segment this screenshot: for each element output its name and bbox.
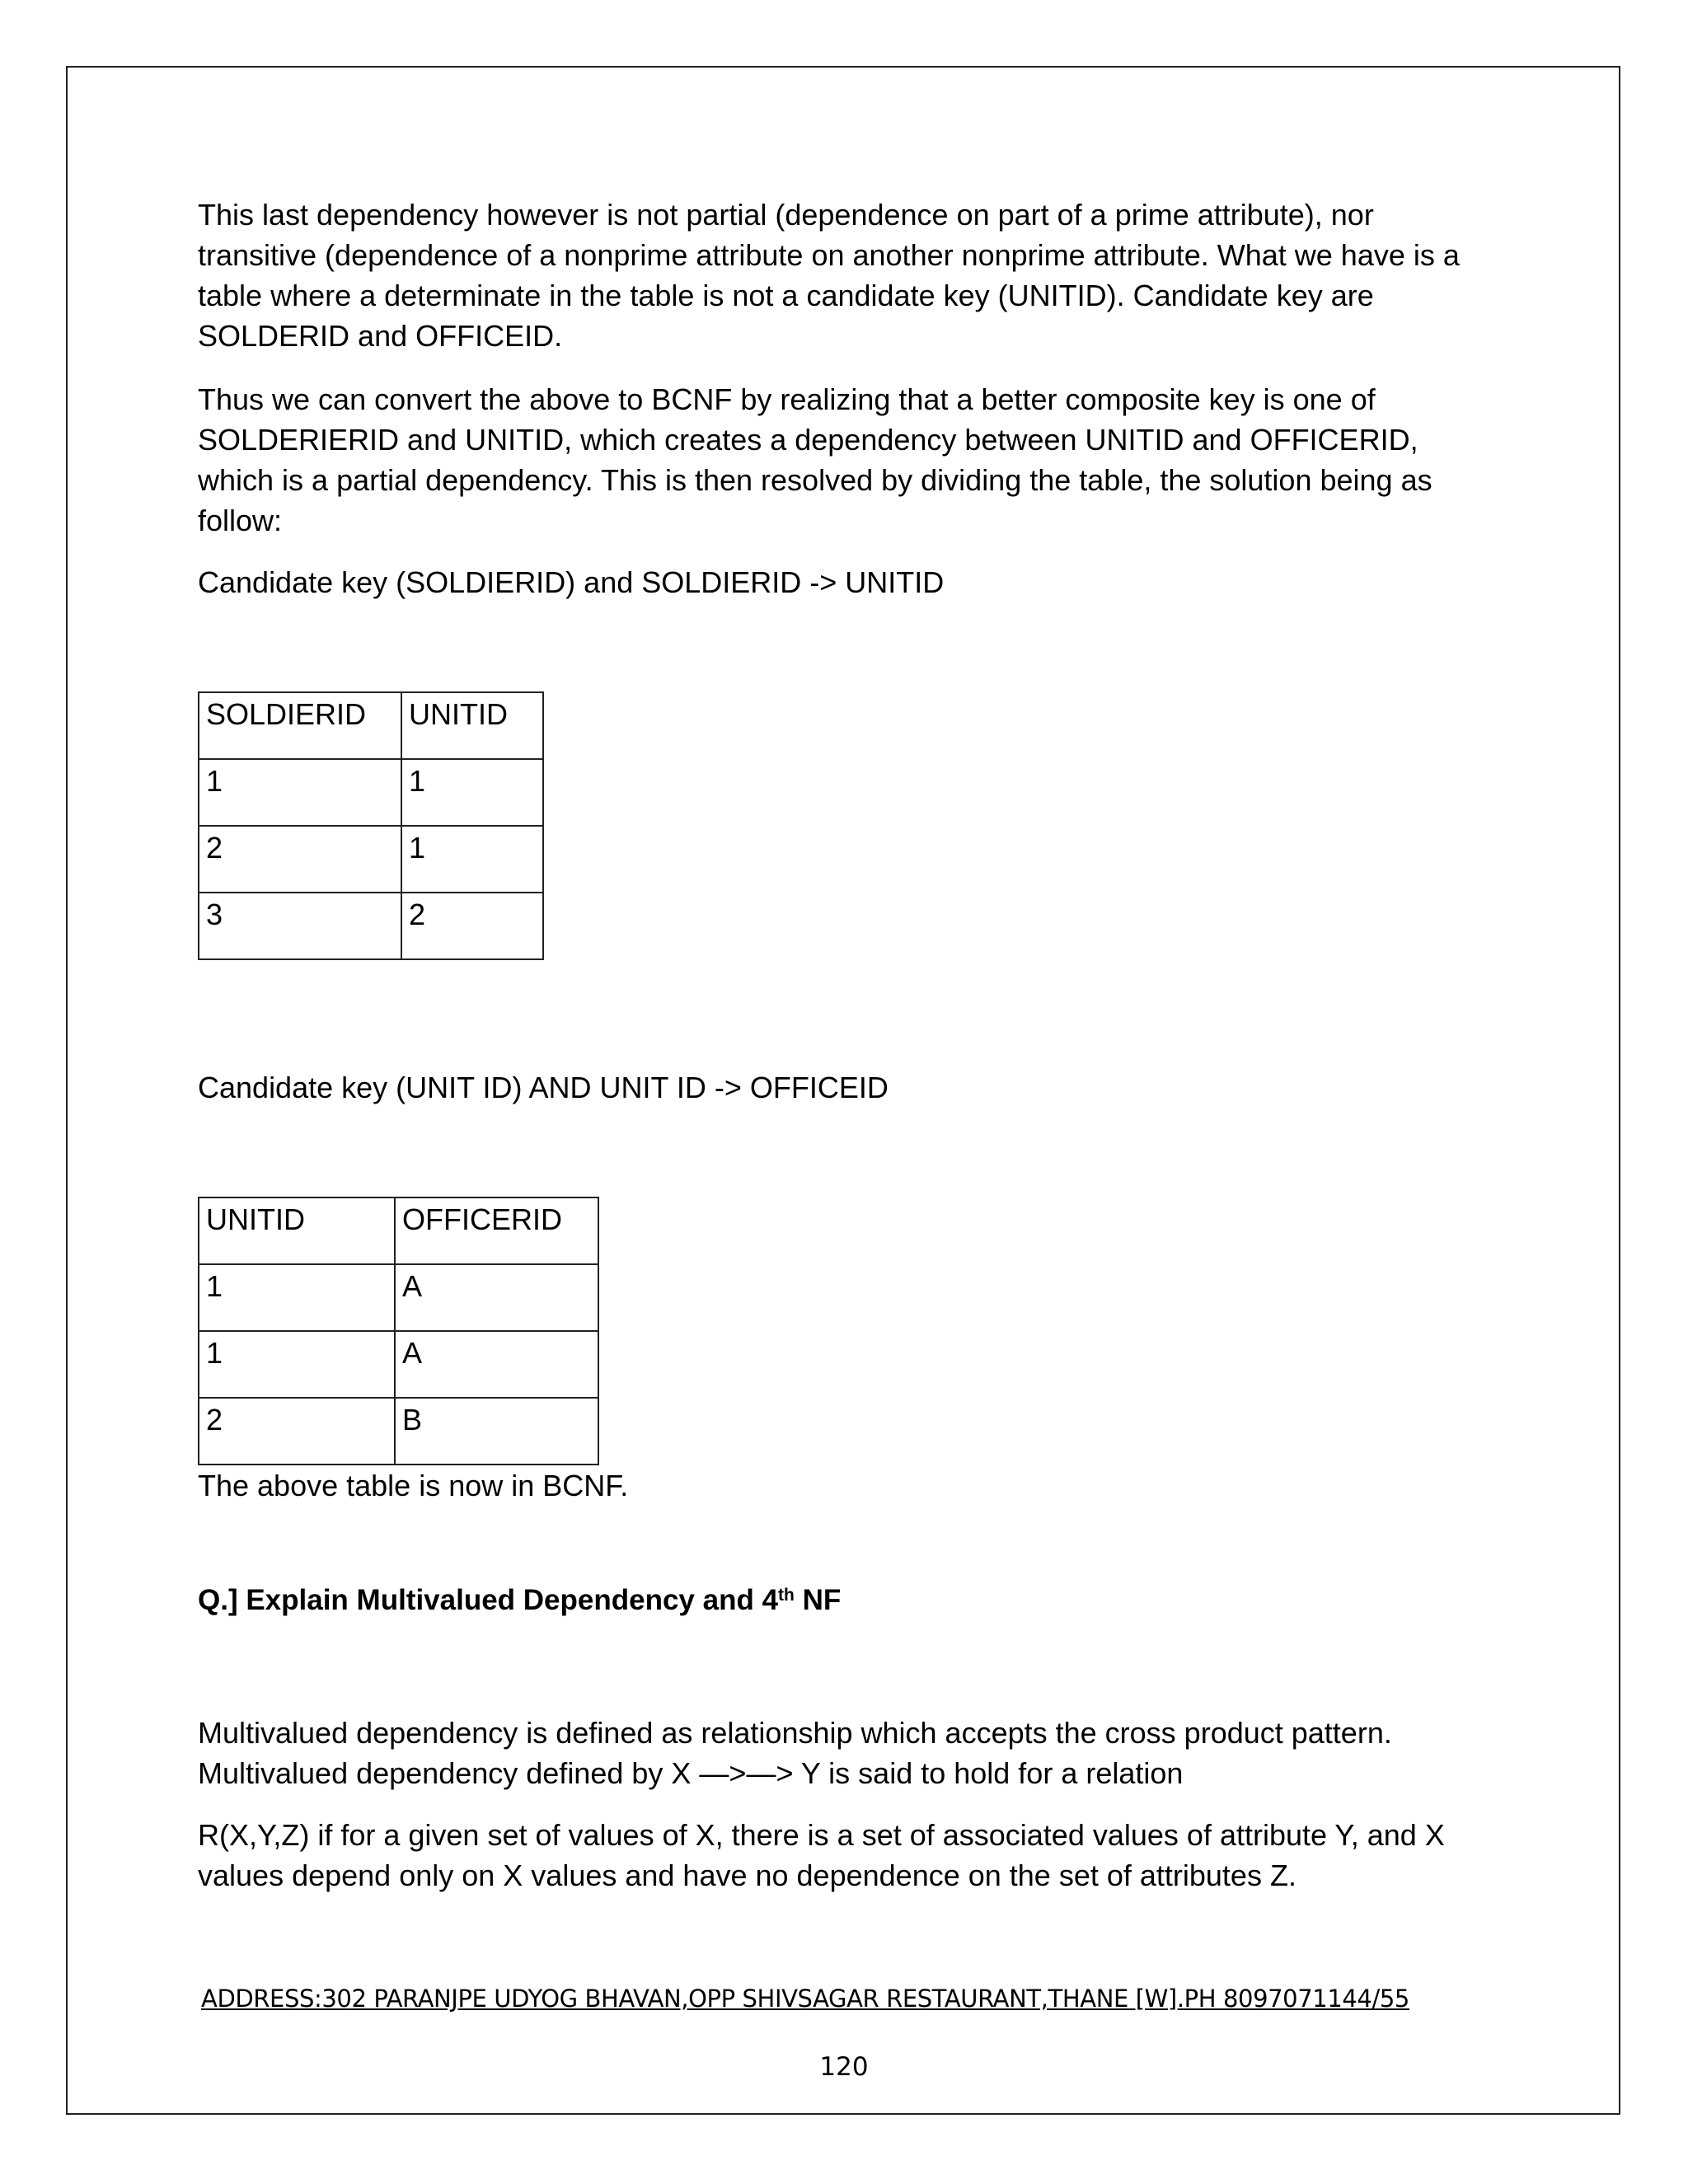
page-content <box>198 194 1500 1896</box>
table-cell: A <box>395 1264 598 1331</box>
soldier-unit-table <box>198 691 544 960</box>
question-suffix: NF <box>794 1584 842 1616</box>
table-cell: 3 <box>199 893 401 959</box>
table-header-cell: UNITID <box>401 692 543 759</box>
paragraph-mvd-definition: Multivalued dependency is defined as relationship which accepts the cross product pattern. Multivalued dependency defined by X —>—> Y is said to hold for a relation <box>198 1716 1392 1790</box>
table-cell: 1 <box>401 826 543 893</box>
table-cell: 2 <box>401 893 543 959</box>
table-cell: 1 <box>199 1264 395 1331</box>
table-header-cell: OFFICERID <box>395 1197 598 1264</box>
unit-officer-table <box>198 1197 599 1465</box>
question-text: Q.] Explain Multivalued Dependency and 4 <box>198 1584 779 1616</box>
table-cell: 2 <box>199 826 401 893</box>
table-row <box>199 1264 598 1331</box>
table-header-row <box>199 692 543 759</box>
table2-caption: Candidate key (UNIT ID) AND UNIT ID -> OFFICEID <box>198 1071 889 1104</box>
question-heading <box>198 1580 1500 1620</box>
table-row <box>199 759 543 826</box>
table-row <box>199 826 543 893</box>
table-header-cell: UNITID <box>199 1197 395 1264</box>
table-cell: A <box>395 1331 598 1398</box>
table-row <box>199 1331 598 1398</box>
paragraph-bcnf-explanation: This last dependency however is not partial (dependence on part of a prime attribute), nor transitive (dependence of a nonprime attribute on another nonprime attribute. What we have is a table where a determinate in the table is not a candidate key (UNITID). Candidate key are SOLDERID and OFFICEID. <box>198 198 1460 353</box>
table-cell: 1 <box>199 1331 395 1398</box>
bcnf-conclusion: The above table is now in BCNF. <box>198 1469 629 1502</box>
question-superscript: th <box>778 1586 795 1605</box>
footer-address: ADDRESS:302 PARANJPE UDYOG BHAVAN,OPP SHIVSAGAR RESTAURANT,THANE [W].PH 8097071144/55 <box>201 1985 1409 2013</box>
table-cell: 2 <box>199 1398 395 1465</box>
table-cell: B <box>395 1398 598 1465</box>
paragraph-mvd-relation: R(X,Y,Z) if for a given set of values of X, there is a set of associated values of attribute Y, and X values depend only on X values and have no dependence on the set of attributes Z. <box>198 1818 1445 1892</box>
paragraph-bcnf-conversion: Thus we can convert the above to BCNF by realizing that a better composite key is one of SOLDERIERID and UNITID, which creates a dependency between UNITID and OFFICERID, which is a partial dependency. This is then resolved by dividing the table, the solution being as follow: <box>198 382 1432 537</box>
table-cell: 1 <box>199 759 401 826</box>
table1-caption: Candidate key (SOLDIERID) and SOLDIERID -> UNITID <box>198 565 945 599</box>
page-number: 120 <box>819 2052 869 2082</box>
table-cell: 1 <box>401 759 543 826</box>
table-header-cell: SOLDIERID <box>199 692 401 759</box>
table-header-row <box>199 1197 598 1264</box>
table-row <box>199 1398 598 1465</box>
table-row <box>199 893 543 959</box>
